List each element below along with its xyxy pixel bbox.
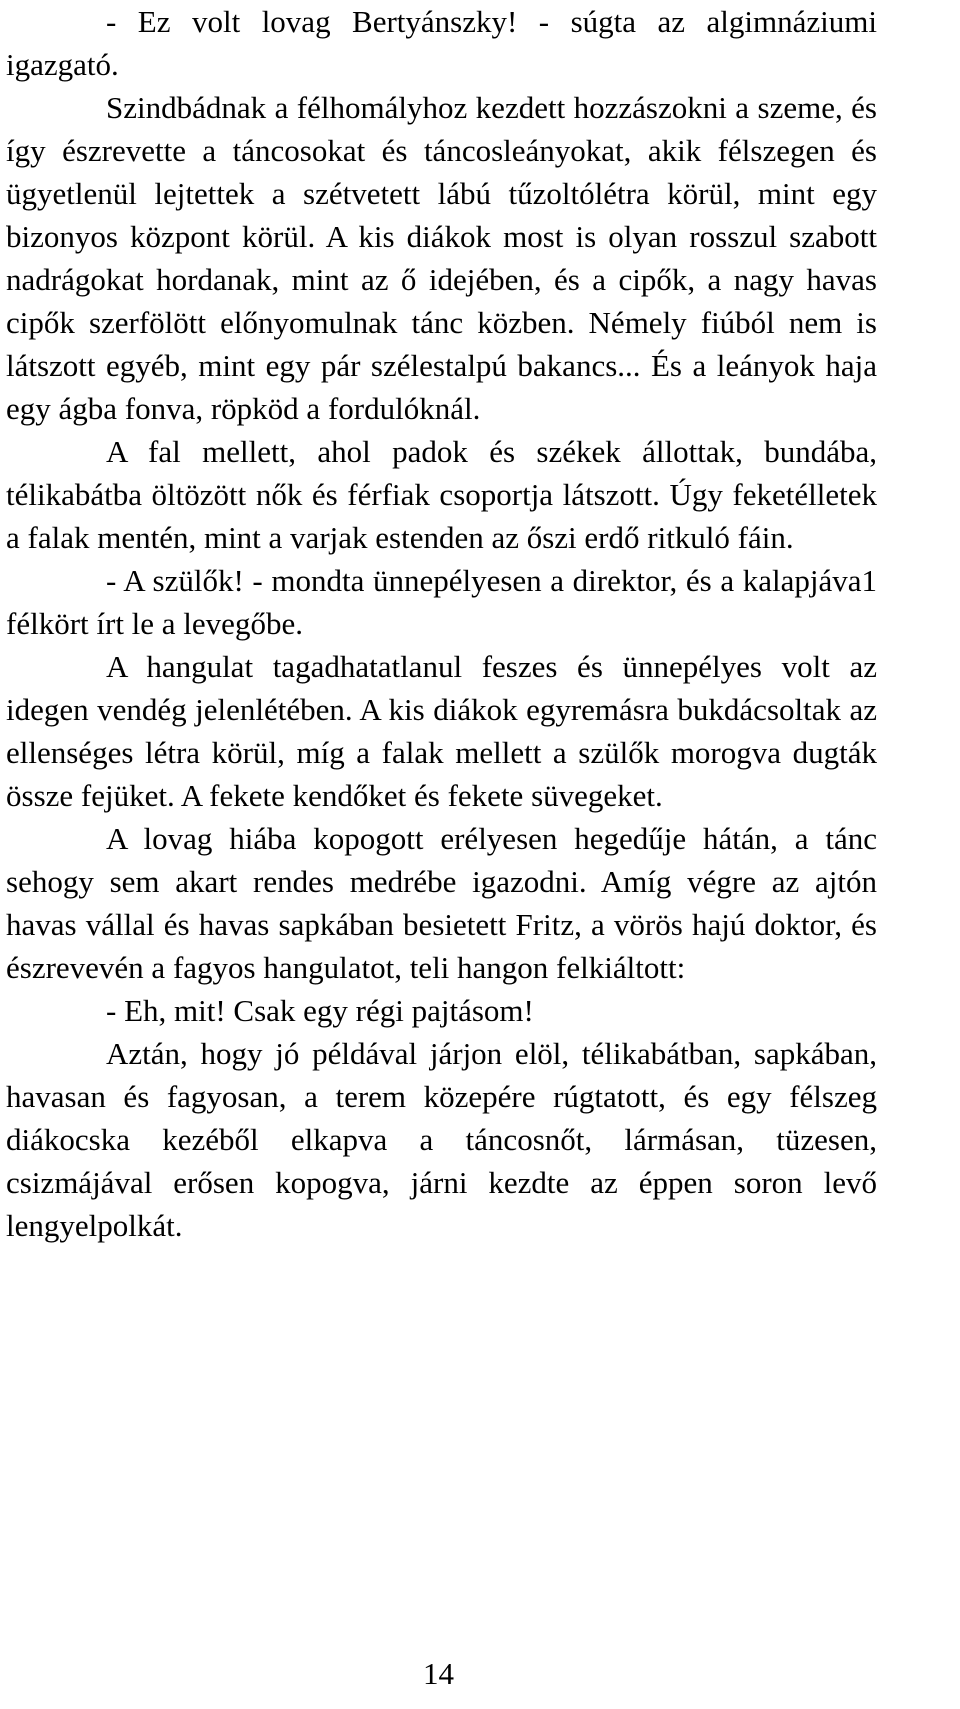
paragraph-2: Szindbádnak a félhomályhoz kezdett hozzászokni a szeme, és így észrevette a táncosokat és táncosleányokat, akik félszegen és ügyetlenül lejtettek a szétvetett lábú tűzoltólétra körül, mint egy bizonyos központ körül. A kis diákok most is olyan rosszul szabott nadrágokat hordanak, mint az ő idejében, és a cipők, a nagy havas cipők szerfölött előnyomulnak tánc közben. Némely fiúból nem is látszott egyéb, mint egy pár szélestalpú bakancs... És a leányok haja egy ágba fonva, röpköd a fordulóknál. bbox=[6, 90, 877, 426]
paragraph-4: - A szülők! - mondta ünnepélyesen a direktor, és a kalapjáva1 félkört írt le a levegőbe. bbox=[6, 563, 877, 641]
paragraph-7: - Eh, mit! Csak egy régi pajtásom! bbox=[106, 993, 534, 1028]
paragraph-6: A lovag hiába kopogott erélyesen hegedűje hátán, a tánc sehogy sem akart rendes medrébe igazodni. Amíg végre az ajtón havas vállal és havas sapkában besietett Fritz, a vörös hajú doktor, és észrevevén a fagyos hangulatot, teli hangon felkiáltott: bbox=[6, 821, 877, 985]
book-page bbox=[6, 0, 877, 1247]
paragraph-5: A hangulat tagadhatatlanul feszes és ünnepélyes volt az idegen vendég jelenlétében. A kis diákok egyremásra bukdácsoltak az ellenséges létra körül, míg a falak mellett a szülők morogva dugták össze fejüket. A fekete kendőket és fekete süvegeket. bbox=[6, 649, 877, 813]
paragraph-3: A fal mellett, ahol padok és székek állottak, bundába, télikabátba öltözött nők és férfiak csoportja látszott. Úgy feketélletek a falak mentén, mint a varjak estenden az őszi erdő ritkuló fáin. bbox=[6, 434, 877, 555]
page-number: 14 bbox=[423, 1656, 454, 1691]
paragraph-1: - Ez volt lovag Bertyánszky! - súgta az algimnáziumi igazgató. bbox=[6, 4, 877, 82]
paragraph-8: Aztán, hogy jó példával járjon elöl, télikabátban, sapkában, havasan és fagyosan, a terem közepére rúgtatott, és egy félszeg diákocska kezéből elkapva a táncosnőt, lármásan, tüzesen, csizmájával erősen kopogva, járni kezdte az éppen soron levő lengyelpolkát. bbox=[6, 1036, 877, 1243]
